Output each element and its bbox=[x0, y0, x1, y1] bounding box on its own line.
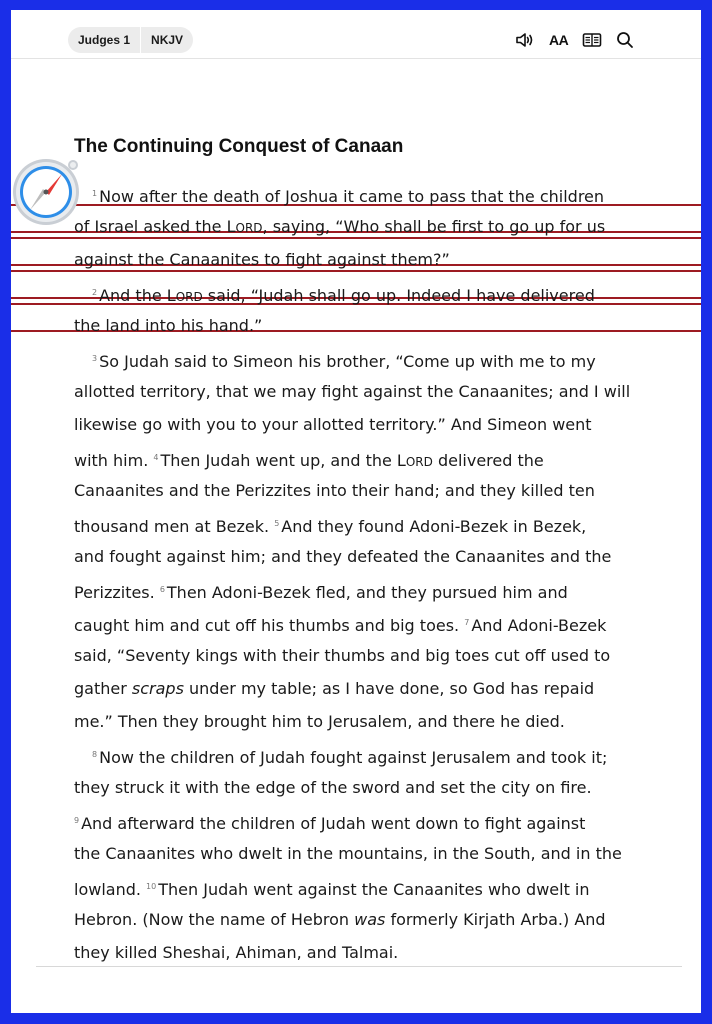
verse-text: So Judah said to Simeon his brother, “Come up with me to my bbox=[99, 352, 596, 371]
small-caps-text: ORD bbox=[175, 290, 203, 304]
verse-text: gather bbox=[74, 679, 132, 698]
text-line bbox=[74, 573, 674, 606]
verse-number[interactable]: 6 bbox=[159, 585, 165, 594]
verse-text: of Israel asked the L bbox=[74, 217, 236, 236]
verse-number[interactable]: 10 bbox=[146, 882, 157, 891]
text-line bbox=[74, 309, 674, 342]
reader-icon[interactable] bbox=[582, 28, 602, 52]
verse-text: lowland. bbox=[74, 880, 147, 899]
text-line bbox=[74, 705, 674, 738]
text-line bbox=[74, 870, 674, 903]
text-line bbox=[74, 342, 674, 375]
text-line bbox=[74, 441, 674, 474]
verse-text: Now the children of Judah fought against Jerusalem and took it; bbox=[99, 748, 608, 767]
text-line bbox=[74, 507, 674, 540]
italic-text: scraps bbox=[131, 679, 184, 698]
verse-text: , saying, “Who shall be first to go up for us bbox=[262, 217, 606, 236]
toolbar-actions bbox=[515, 28, 634, 52]
verse-text: caught him and cut off his thumbs and big toes. bbox=[74, 616, 465, 635]
text-line bbox=[74, 837, 674, 870]
verse-text: And the L bbox=[99, 286, 176, 305]
passage-selector bbox=[68, 27, 193, 53]
italic-text: was bbox=[354, 910, 386, 929]
small-caps-text: ORD bbox=[405, 455, 433, 469]
verse-text: And Adoni-Bezek bbox=[471, 616, 607, 635]
verse-number[interactable]: 8 bbox=[92, 750, 98, 759]
verse-number[interactable]: 1 bbox=[92, 189, 98, 198]
verse-text: thousand men at Bezek. bbox=[74, 517, 275, 536]
top-toolbar bbox=[11, 10, 701, 59]
verse-text: delivered the bbox=[432, 451, 544, 470]
text-line bbox=[74, 903, 674, 936]
verse-text: And afterward the children of Judah went down to fight against bbox=[81, 814, 586, 833]
verse-text: Then Adoni-Bezek fled, and they pursued him and bbox=[166, 583, 568, 602]
verse-number[interactable]: 7 bbox=[464, 618, 470, 627]
text-line bbox=[74, 243, 674, 276]
verse-text: with him. bbox=[74, 451, 154, 470]
verse-number[interactable]: 5 bbox=[274, 519, 280, 528]
verse-text: Hebron. (Now the name of Hebron bbox=[74, 910, 355, 929]
verse-text: formerly Kirjath Arba.) And bbox=[385, 910, 606, 929]
verse-text: And they found Adoni-Bezek in Bezek, bbox=[281, 517, 587, 536]
speaker-icon[interactable] bbox=[515, 28, 535, 52]
verse-text: they struck it with the edge of the sword and set the city on fire. bbox=[74, 778, 592, 797]
text-line bbox=[74, 276, 674, 309]
text-line bbox=[74, 606, 674, 639]
verse-text: they killed Sheshai, Ahiman, and Talmai. bbox=[74, 943, 399, 962]
verse-number[interactable]: 4 bbox=[153, 453, 159, 462]
verse-text: Perizzites. bbox=[74, 583, 160, 602]
compass-icon[interactable] bbox=[11, 155, 83, 227]
verse-text: likewise go with you to your allotted territory.” And Simeon went bbox=[74, 415, 592, 434]
verse-number[interactable]: 3 bbox=[92, 354, 98, 363]
text-line bbox=[74, 771, 674, 804]
verse-number[interactable]: 9 bbox=[74, 816, 80, 825]
text-line bbox=[74, 639, 674, 672]
verse-number[interactable]: 2 bbox=[92, 288, 98, 297]
verse-text: Then Judah went against the Canaanites who dwelt in bbox=[158, 880, 590, 899]
search-icon[interactable] bbox=[616, 28, 634, 52]
verse-text: Then Judah went up, and the L bbox=[160, 451, 406, 470]
verse-text: the Canaanites who dwelt in the mountains, in the South, and in the bbox=[74, 844, 622, 863]
verse-text: against the Canaanites to fight against them?” bbox=[74, 250, 450, 269]
verse-text: allotted territory, that we may fight against the Canaanites; and I will bbox=[74, 382, 631, 401]
text-size-icon[interactable]: AA bbox=[549, 32, 569, 48]
text-line bbox=[74, 474, 674, 507]
text-line bbox=[74, 177, 674, 210]
book-chapter-button[interactable]: Judges 1 bbox=[78, 33, 131, 47]
verse-text: Now after the death of Joshua it came to pass that the children bbox=[99, 187, 605, 206]
text-line bbox=[74, 672, 674, 705]
section-heading: The Continuing Conquest of Canaan bbox=[74, 136, 404, 157]
text-line bbox=[74, 936, 674, 969]
verse-text: said, “Seventy kings with their thumbs and big toes cut off used to bbox=[74, 646, 611, 665]
verse-text: the land into his hand.” bbox=[74, 316, 263, 335]
translation-button[interactable]: NKJV bbox=[151, 33, 184, 47]
bottom-divider bbox=[36, 966, 682, 967]
text-line bbox=[74, 540, 674, 573]
verse-text: Canaanites and the Perizzites into their hand; and they killed ten bbox=[74, 481, 595, 500]
text-line bbox=[74, 408, 674, 441]
text-line bbox=[74, 804, 674, 837]
verse-text: me.” Then they brought him to Jerusalem, and there he died. bbox=[74, 712, 565, 731]
verse-text: and fought against him; and they defeated the Canaanites and the bbox=[74, 547, 612, 566]
text-line bbox=[74, 375, 674, 408]
verse-text: under my table; as I have done, so God has repaid bbox=[183, 679, 595, 698]
verse-text: said, “Judah shall go up. Indeed I have delivered bbox=[202, 286, 595, 305]
text-line bbox=[74, 210, 674, 243]
small-caps-text: ORD bbox=[235, 221, 263, 235]
text-line bbox=[74, 738, 674, 771]
chapter-text bbox=[74, 177, 674, 969]
reader-page bbox=[11, 10, 701, 1013]
